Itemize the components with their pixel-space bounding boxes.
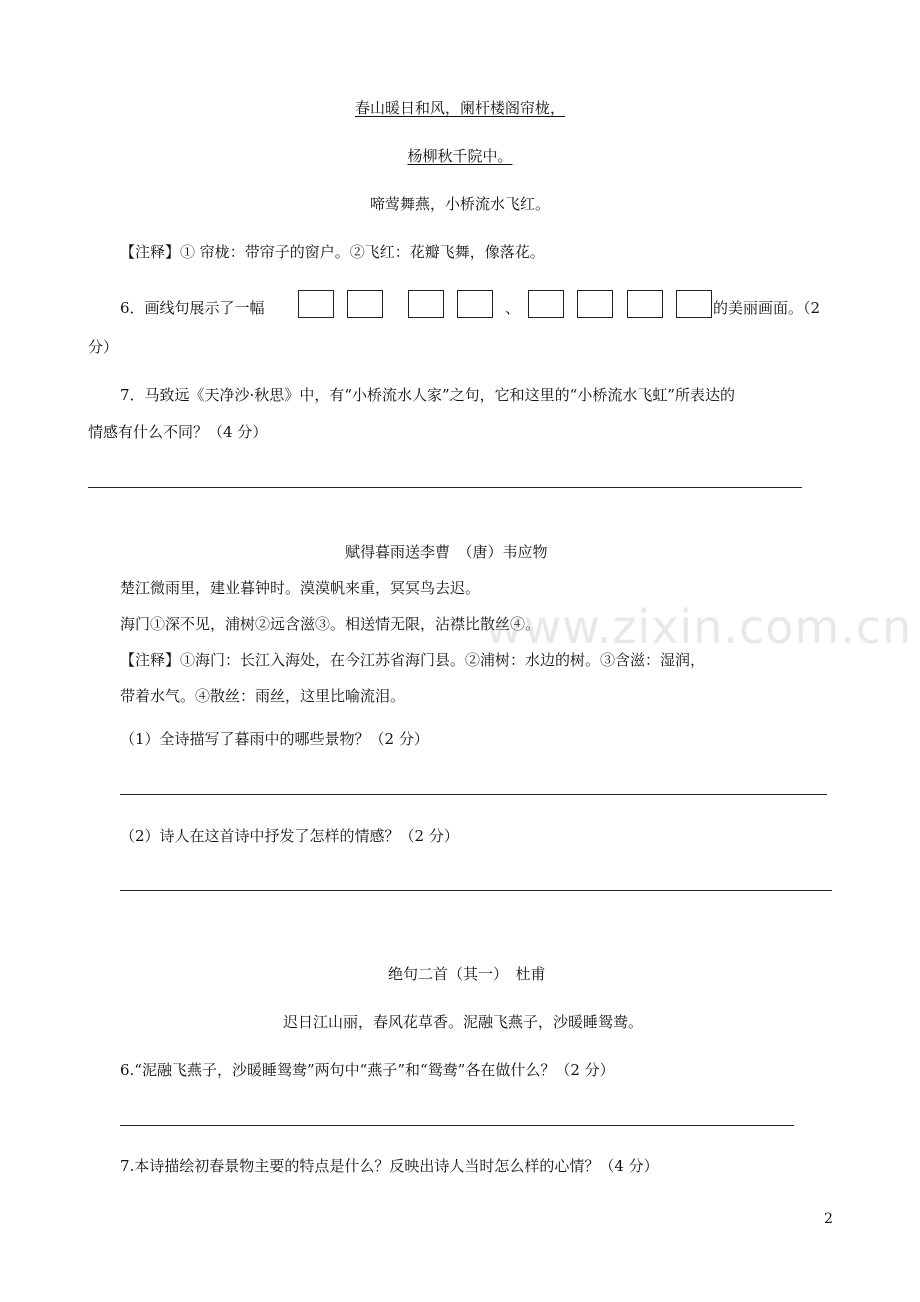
poem3-title: 绝句二首（其一） 杜甫 xyxy=(388,965,546,983)
poem2-note2: 带着水气。④散丝：雨丝，这里比喻流泪。 xyxy=(120,687,406,705)
poem1-line3: 啼莺舞燕，小桥流水飞红。 xyxy=(369,195,550,213)
answer-box[interactable] xyxy=(577,290,613,318)
answer-box[interactable] xyxy=(676,290,712,318)
poem1-note: 【注释】① 帘栊：带帘子的窗户。②飞红：花瓣飞舞，像落花。 xyxy=(120,243,545,261)
q6a-separator: 、 xyxy=(505,299,521,317)
answer-line[interactable] xyxy=(88,487,802,488)
answer-line[interactable] xyxy=(120,890,832,891)
answer-box[interactable] xyxy=(298,290,334,318)
q7a-line2: 情感有什么不同？（4 分） xyxy=(88,423,268,441)
poem1-line2: 杨柳秋千院中。 xyxy=(407,147,513,165)
poem2-note1: 【注释】①海门：长江入海处，在今江苏省海门县。②浦树：水边的树。③含滋：湿润， xyxy=(120,651,706,669)
poem3-question-6: 6.“泥融飞燕子，沙暖睡鸳鸯”两句中“燕子”和“鸳鸯”各在做什么？（2 分） xyxy=(120,1061,615,1079)
poem2-line1: 楚江微雨里，建业暮钟时。漠漠帆来重，冥冥鸟去迟。 xyxy=(120,579,481,597)
poem2-question-2: （2）诗人在这首诗中抒发了怎样的情感？（2 分） xyxy=(120,827,459,845)
answer-box[interactable] xyxy=(408,290,444,318)
answer-line[interactable] xyxy=(120,1125,794,1126)
answer-line[interactable] xyxy=(120,794,827,795)
watermark: www.zixin.com.cn xyxy=(485,600,913,654)
answer-box[interactable] xyxy=(457,290,493,318)
q7a-line1: 7．马致远《天净沙·秋思》中，有“小桥流水人家”之句，它和这里的“小桥流水飞虹”所表达的 xyxy=(120,386,735,404)
poem2-line2: 海门①深不见，浦树②远含滋③。相送情无限，沾襟比散丝④。 xyxy=(120,615,541,633)
page-number: 2 xyxy=(824,1211,833,1227)
poem2-title: 赋得暮雨送李曹 （唐）韦应物 xyxy=(345,543,548,561)
q6a-suffix: 的美丽画面。（2 xyxy=(713,299,821,317)
q6a-cont: 分） xyxy=(88,338,119,356)
poem3-question-7: 7.本诗描绘初春景物主要的特点是什么？反映出诗人当时怎么样的心情？（4 分） xyxy=(120,1157,659,1175)
answer-box[interactable] xyxy=(347,290,383,318)
q6a-prefix: 6．画线句展示了一幅 xyxy=(120,299,265,317)
answer-box[interactable] xyxy=(627,290,663,318)
poem1-line1: 春山暖日和风，阑杆楼阁帘栊， xyxy=(354,99,565,117)
poem2-question-1: （1）全诗描写了暮雨中的哪些景物？（2 分） xyxy=(120,730,429,748)
poem3-line1: 迟日江山丽，春风花草香。泥融飞燕子，沙暖睡鸳鸯。 xyxy=(283,1013,644,1031)
answer-box[interactable] xyxy=(528,290,564,318)
